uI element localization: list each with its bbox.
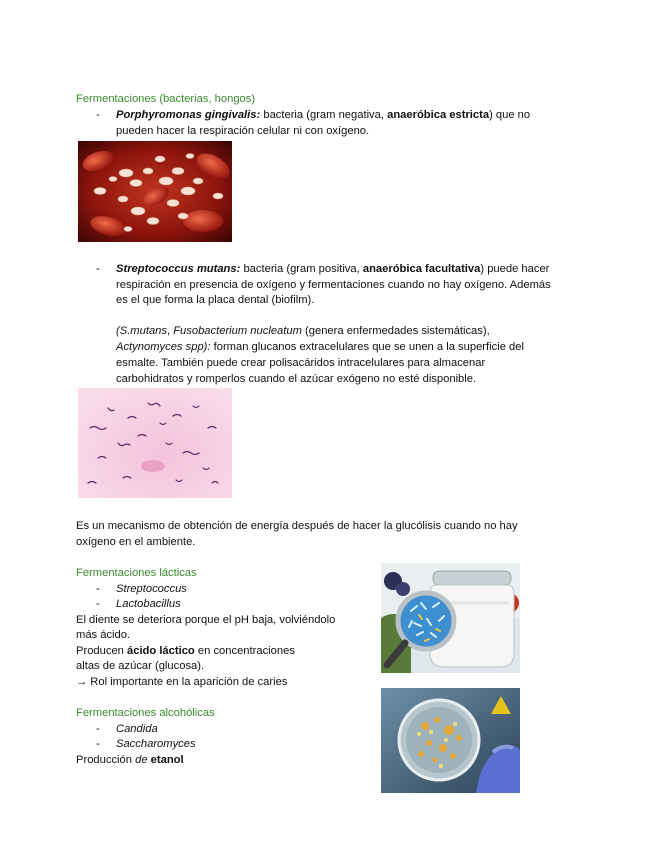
lactic-item: Lactobacillus	[116, 598, 181, 610]
lactic-line3: Producen ácido láctico en concentraciones	[76, 645, 295, 657]
bullet-dash: -	[96, 109, 100, 121]
streptococcus-micrograph-image	[78, 388, 232, 498]
section-heading-fermentations: Fermentaciones (bacterias, hongos)	[76, 93, 256, 105]
mechanism-line2: oxígeno en el ambiente.	[76, 536, 196, 548]
lactic-line1: El diente se deteriora porque el pH baja, volviéndolo	[76, 614, 336, 626]
mechanism-line1: Es un mecanismo de obtención de energía después de hacer la glucólisis cuando no hay	[76, 520, 518, 532]
paragraph-line3: esmalte. También puede crear polisacáridos intracelulares para almacenar	[116, 357, 486, 369]
bullet-dash: -	[96, 598, 100, 610]
streptococcus-item-line2: respiración en presencia de oxígeno y fermentaciones cuando no hay oxígeno. Además	[116, 279, 551, 291]
paragraph-line2: Actynomyces spp): forman glucanos extracelulares que se unen a la superficie del	[116, 341, 524, 353]
paragraph-line1: (S.mutans, Fusobacterium nucleatum (genera enfermedades sistemáticas),	[116, 325, 490, 337]
streptococcus-item-line1: Streptococcus mutans: bacteria (gram positiva, anaeróbica facultativa) puede hacer	[116, 263, 550, 275]
streptococcus-item-line3: es el que forma la placa dental (biofilm).	[116, 294, 315, 306]
section-heading-alcoholic: Fermentaciones alcohólicas	[76, 707, 215, 719]
section-heading-lactic: Fermentaciones lácticas	[76, 567, 197, 579]
porphyromonas-item-line2: pueden hacer la respiración celular ni con oxígeno.	[116, 125, 370, 137]
alcoholic-production-line: Producción de etanol	[76, 754, 184, 766]
lactic-line5: → Rol importante en la aparición de caries	[76, 676, 288, 688]
paragraph-line4: carbohidratos y romperlos cuando el azúcar exógeno no esté disponible.	[116, 373, 477, 385]
yogurt-magnifier-image	[381, 563, 520, 673]
organism-name: Porphyromonas gingivalis:	[116, 109, 261, 121]
bullet-dash: -	[96, 583, 100, 595]
bullet-dash: -	[96, 263, 100, 275]
petri-dish-image	[381, 688, 520, 793]
lactic-line4: altas de azúcar (glucosa).	[76, 660, 205, 672]
lactic-line2: más ácido.	[76, 629, 131, 641]
alcoholic-item: Candida	[116, 723, 158, 735]
lactic-item: Streptococcus	[116, 583, 187, 595]
organism-name: Streptococcus mutans:	[116, 263, 241, 275]
bullet-dash: -	[96, 738, 100, 750]
porphyromonas-item-line1: Porphyromonas gingivalis: bacteria (gram negativa, anaeróbica estricta) que no	[116, 109, 531, 121]
porphyromonas-image	[78, 141, 232, 242]
bullet-dash: -	[96, 723, 100, 735]
alcoholic-item: Saccharomyces	[116, 738, 196, 750]
